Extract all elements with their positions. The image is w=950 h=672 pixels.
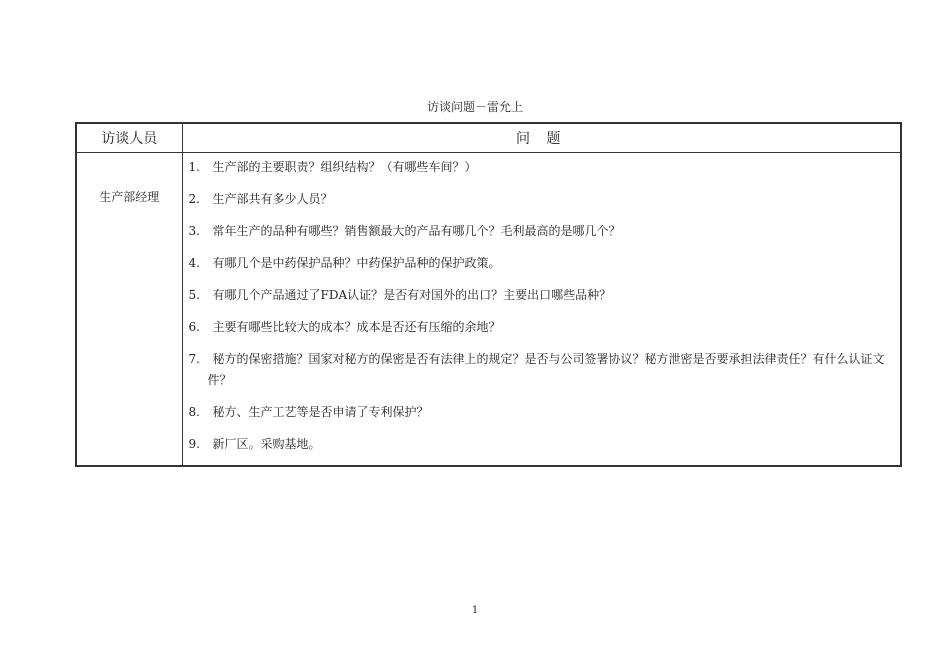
question-number: 5.	[188, 288, 200, 302]
question-item	[189, 157, 895, 178]
question-item	[189, 253, 895, 274]
question-text: 秘方的保密措施？国家对秘方的保密是否有法律上的规定？是否与公司签署协议？秘方泄密是否要承担法律责任？有什么认证文件？	[207, 352, 885, 387]
question-item	[189, 349, 895, 391]
question-text: 常年生产的品种有哪些？销售额最大的产品有哪几个？毛利最高的是哪几个？	[212, 224, 621, 238]
question-text: 有哪几个是中药保护品种？中药保护品种的保护政策。	[212, 256, 501, 270]
question-number: 1.	[188, 160, 200, 174]
question-item	[189, 189, 895, 210]
question-text: 生产部共有多少人员？	[212, 192, 333, 206]
question-number: 9.	[188, 437, 200, 451]
question-item	[189, 434, 895, 455]
header-questions	[182, 123, 901, 153]
question-text: 秘方、生产工艺等是否申请了专利保护？	[212, 405, 429, 419]
header-interviewee: 访谈人员	[76, 123, 182, 153]
question-item	[189, 285, 895, 306]
interview-table	[75, 122, 902, 467]
question-item	[189, 221, 895, 242]
question-text: 主要有哪些比较大的成本？成本是否还有压缩的余地？	[212, 320, 501, 334]
question-item	[189, 402, 895, 423]
question-number: 8.	[188, 405, 200, 419]
questions-cell	[182, 153, 901, 467]
question-number: 4.	[188, 256, 200, 270]
question-number: 3.	[188, 224, 200, 238]
header-questions-label: 问 题	[516, 131, 567, 147]
question-text: 生产部的主要职责？组织结构？（有哪些车间？）	[212, 160, 477, 174]
question-number: 7.	[188, 352, 200, 366]
table-header-row	[76, 123, 901, 153]
question-number: 6.	[188, 320, 200, 334]
table-row	[76, 153, 901, 467]
question-item	[189, 317, 895, 338]
question-text: 新厂区。采购基地。	[212, 437, 321, 451]
document-title: 访谈问题－雷允上	[426, 100, 523, 114]
interviewee-cell: 生产部经理	[76, 153, 182, 467]
question-number: 2.	[188, 192, 200, 206]
page-number: 1	[471, 605, 479, 616]
question-text: 有哪几个产品通过了FDA认证？是否有对国外的出口？主要出口哪些品种？	[212, 288, 612, 302]
